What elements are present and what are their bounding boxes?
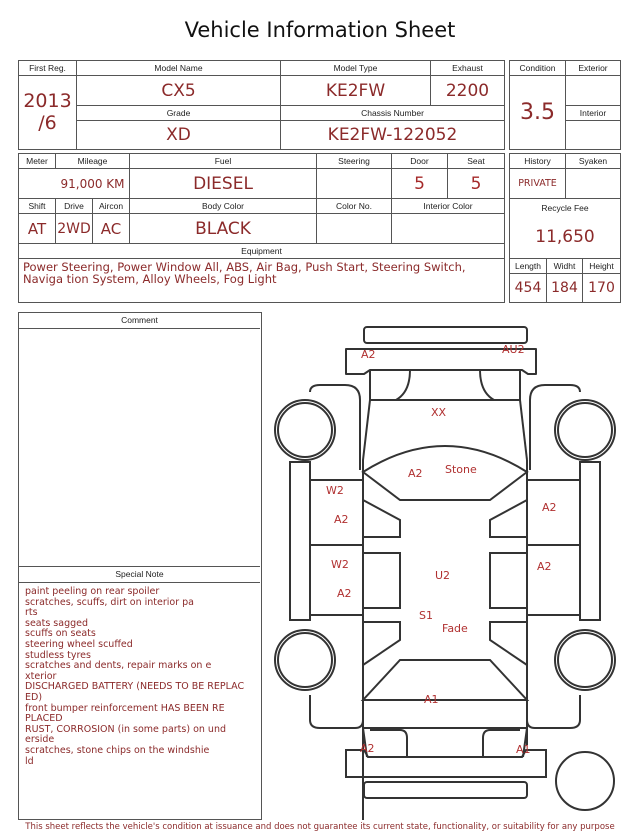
rear-window-left [363,500,400,537]
mark-tailgate: XX [431,406,447,419]
door-value: 5 [392,169,448,199]
first-reg-label: First Reg. [19,61,77,76]
mark-roof: U2 [435,569,451,582]
aircon-value: AC [93,214,130,244]
mark-rear-bumper-right: AU2 [502,343,525,356]
meter-label: Meter [19,154,56,169]
windshield [363,660,527,700]
wheel-front-right [555,630,615,690]
exterior-value [566,76,620,106]
model-name-value: CX5 [77,76,281,106]
aircon-label: Aircon [93,199,130,214]
history-value: PRIVATE [510,169,566,199]
drive-value: 2WD [56,214,93,244]
model-type-label: Model Type [281,61,431,76]
mark-left-front-door-w: W2 [331,558,349,571]
front-window-right [490,622,527,665]
grade-label: Grade [77,106,281,121]
width-value: 184 [547,274,583,302]
rear-step [364,327,527,343]
left-outer-panel [290,462,310,620]
condition-label: Condition [510,61,566,76]
recycle-fee-label: Recycle Fee [541,203,589,213]
comment-area[interactable] [19,329,260,579]
interior-color-label: Interior Color [392,199,504,214]
mark-right-rear-door: A2 [542,501,557,514]
model-type-value: KE2FW [281,76,431,106]
car-damage-diagram [270,320,630,820]
tailgate-panel [370,370,520,400]
front-fender-left [310,695,363,728]
right-outer-panel [580,462,600,620]
mark-windshield-s: S1 [419,609,433,622]
syaken-value [566,169,620,199]
mark-rear-bumper-left: A2 [361,348,376,361]
front-window-left [363,622,400,665]
body-color-value: BLACK [130,214,317,244]
steering-label: Steering [317,154,392,169]
wheel-rear-right-inner [558,403,612,457]
mark-left-rear-door-a: A2 [334,513,349,526]
side-window-left [363,553,400,608]
fuel-value: DIESEL [130,169,317,199]
front-fender-right [527,695,580,728]
height-value: 170 [588,280,615,296]
rear-window-right [490,500,527,537]
mark-left-rear-door-w: W2 [326,484,344,497]
mark-front-bumper-left: A2 [360,742,375,755]
mileage-label: Mileage [56,154,130,169]
length-label: Length [510,259,547,274]
mark-rear-glass-stone: Stone [445,463,477,476]
chassis-value: KE2FW-122052 [327,125,458,145]
length-value: 454 [510,274,547,302]
drive-label: Drive [56,199,93,214]
history-label: History [510,154,566,169]
wheel-rear-right [555,400,615,460]
recycle-fee-value: 11,650 [510,217,620,259]
wheel-front-left-inner [278,633,332,687]
wheel-front-right-inner [558,633,612,687]
height-label: Height [583,259,620,274]
interior-color-value [392,214,504,244]
special-note-text: paint peeling on rear spoiler scratches, scuffs, dirt on interior pa rts seats sagged scuffs on seats steering wheel scuffed studless tyres scratches and dents, repair marks on e xterior DISCHARGED BATTERY (NEEDS TO BE REPLAC ED) front bumper reinforcement HAS BEEN RE PLACED RUST, CORROSION (in some parts) on und erside scratches, stone chips on the windshie ld [25,586,245,767]
wheel-rear-left [275,400,335,460]
rear-lamp-right [480,370,494,400]
fuel-label: Fuel [130,154,317,169]
special-note-label: Special Note [19,566,260,583]
width-label: Widht [547,259,583,274]
shift-label: Shift [19,199,56,214]
shift-value: AT [19,214,56,244]
model-name-label: Model Name [77,61,281,76]
condition-value: 3.5 [510,76,566,149]
right-front-door [527,545,580,615]
door-label: Door [392,154,448,169]
comment-box [18,312,262,820]
page-title: Vehicle Information Sheet [184,18,456,42]
mark-windshield-fade: Fade [442,622,468,635]
disclaimer-footer: This sheet reflects the vehicle's condition at issuance and does not guarantee its current state, functionality, or suitability for any purpose [25,822,615,832]
steering-value [317,169,392,199]
color-no-value [317,214,392,244]
mileage-value: 91,000 KM [56,169,130,199]
exhaust-value: 2200 [431,76,504,106]
wheel-front-left [275,630,335,690]
wheel-rear-left-inner [278,403,332,457]
exterior-label: Exterior [566,61,620,76]
left-front-door [310,545,363,615]
exhaust-label: Exhaust [431,61,504,76]
comment-label: Comment [19,313,260,329]
seat-value: 5 [448,169,504,199]
mark-front-bumper-right: A1 [516,743,531,756]
body-right-line [520,400,527,460]
first-reg-value: 2013 /6 [19,76,77,149]
mark-hood: A1 [424,693,439,706]
specs-table [18,153,505,303]
history-table [509,153,621,303]
condition-table [509,60,621,150]
hood [363,700,527,728]
mark-right-front-door: A2 [537,560,552,573]
rear-lamp-left [396,370,410,400]
interior-label: Interior [566,106,620,121]
front-step [364,782,527,798]
meter-value [19,169,56,199]
grade-value: XD [77,121,281,149]
equipment-value: Power Steering, Power Window All, ABS, Air Bag, Push Start, Steering Switch, Naviga tion System, Alloy Wheels, Fog Light [23,260,466,286]
mark-rear-glass: A2 [408,467,423,480]
interior-value [566,121,620,149]
side-window-right [490,553,527,608]
mark-left-front-door-a: A2 [337,587,352,600]
color-no-label: Color No. [317,199,392,214]
syaken-label: Syaken [566,154,620,169]
main-info-table [18,60,505,150]
body-color-label: Body Color [130,199,317,214]
spare-wheel [556,752,614,810]
equipment-label: Equipment [19,244,504,259]
chassis-label: Chassis Number [281,106,504,121]
seat-label: Seat [448,154,504,169]
